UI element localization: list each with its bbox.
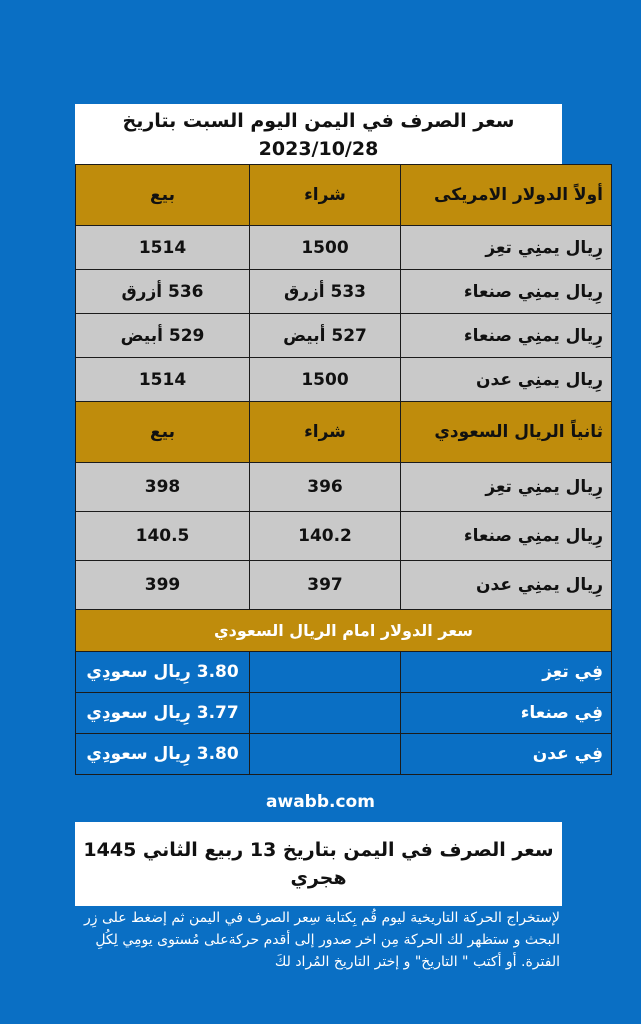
buy-header: شراء: [250, 165, 401, 226]
row-label: رِيال يمنِي عدن: [401, 561, 612, 610]
table-row: [76, 693, 612, 734]
table-row: [76, 734, 612, 775]
table-row: [76, 652, 612, 693]
rates-table: [75, 164, 612, 775]
buy-header: شراء: [250, 402, 401, 463]
table-row: [76, 314, 612, 358]
title-date: 2023/10/28: [258, 138, 379, 160]
table-row: [76, 358, 612, 402]
hijri-title: سعر الصرف في اليمن بتاريخ 13 ربيع الثاني 1445 هجري: [75, 822, 562, 906]
row-label: رِيال يمنِي تعِز: [401, 463, 612, 512]
row-label: رِيال يمنِي صنعاء: [401, 512, 612, 561]
sell-header: بيع: [76, 402, 250, 463]
table-row: [76, 561, 612, 610]
rate-value: 3.80 رِيال سعودِي: [76, 734, 250, 775]
empty-cell: [250, 734, 401, 775]
row-label: رِيال يمنِي تعِز: [401, 226, 612, 270]
sar-header-row: [76, 402, 612, 463]
usd-section-label: أولاً الدولار الامريكى: [401, 165, 612, 226]
page-title: [75, 104, 562, 164]
table-row: [76, 512, 612, 561]
buy-value: 397: [250, 561, 401, 610]
sell-value: 1514: [76, 226, 250, 270]
buy-value: 533 أزرق: [250, 270, 401, 314]
table-row: [76, 226, 612, 270]
row-label: رِيال يمنِي صنعاء: [401, 270, 612, 314]
row-label: فِي عدن: [401, 734, 612, 775]
buy-value: 1500: [250, 358, 401, 402]
table-row: [76, 463, 612, 512]
empty-cell: [250, 652, 401, 693]
sell-header: بيع: [76, 165, 250, 226]
buy-value: 396: [250, 463, 401, 512]
table-row: [76, 270, 612, 314]
instructions-note: لإستخراج الحركة التاريخية ليوم قُم بِكتابة سِعر الصرف في اليمن ثم إضغط على زِر البحث و ستظهر لك الحركة مِن اخر صدور إلى أقدم حركةعلى مُستوى يومِي لِكُلِ الفترة. أو أكتب " التاريخ" و إختر التاريخ المُراد لكَ: [83, 910, 560, 970]
empty-cell: [250, 693, 401, 734]
sell-value: 399: [76, 561, 250, 610]
sell-value: 398: [76, 463, 250, 512]
buy-value: 527 أبيض: [250, 314, 401, 358]
sell-value: 529 أبيض: [76, 314, 250, 358]
sar-section-label: ثانياً الريال السعودي: [401, 402, 612, 463]
rate-value: 3.77 رِيال سعودِي: [76, 693, 250, 734]
sell-value: 536 أزرق: [76, 270, 250, 314]
rate-value: 3.80 رِيال سعودِي: [76, 652, 250, 693]
dollar-vs-sar-banner-row: [76, 610, 612, 652]
row-label: فِي تعِز: [401, 652, 612, 693]
row-label: فِي صنعاء: [401, 693, 612, 734]
site-link[interactable]: awabb.com: [266, 792, 375, 812]
row-label: رِيال يمنِي عدن: [401, 358, 612, 402]
buy-value: 1500: [250, 226, 401, 270]
sell-value: 140.5: [76, 512, 250, 561]
sell-value: 1514: [76, 358, 250, 402]
buy-value: 140.2: [250, 512, 401, 561]
dollar-vs-sar-banner: سعر الدولار امام الريال السعودي: [76, 610, 612, 652]
row-label: رِيال يمنِي صنعاء: [401, 314, 612, 358]
usd-header-row: [76, 165, 612, 226]
title-line-1: سعر الصرف في اليمن اليوم السبت بتاريخ: [122, 110, 515, 132]
rates-panel: [75, 104, 603, 775]
